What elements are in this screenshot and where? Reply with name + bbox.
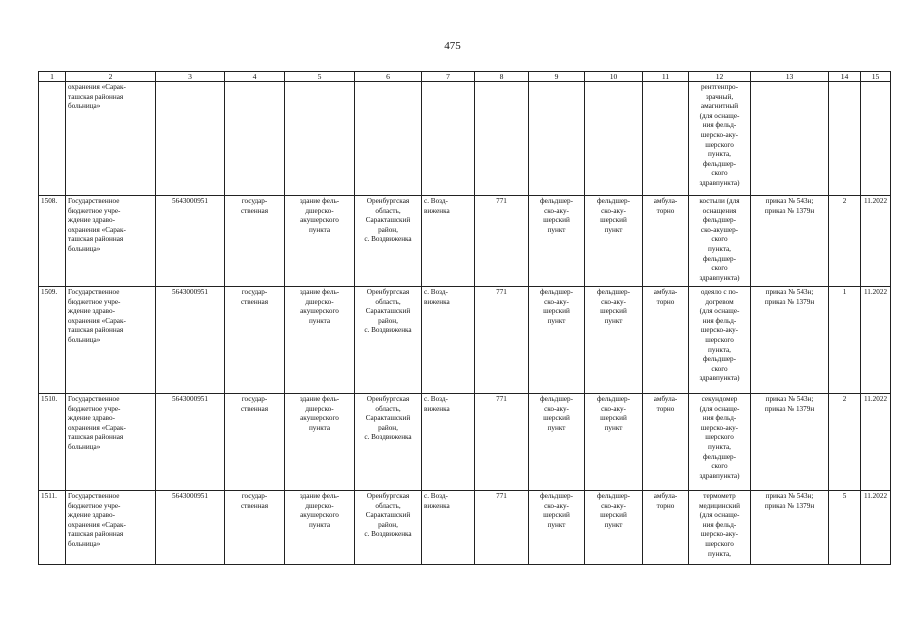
cell-order bbox=[751, 82, 829, 196]
cell-building bbox=[285, 82, 355, 196]
cell-building: здание фель- дшерско- акушерского пункта bbox=[285, 491, 355, 565]
cell-equipment: термометр медицинский (для оснаще- ния фельд- шерско-аку- шерского пункта, bbox=[689, 491, 751, 565]
cell-unit: фельдшер- ско-аку- шерский пункт bbox=[529, 196, 585, 287]
col-header: 10 bbox=[585, 72, 643, 82]
rows-body bbox=[39, 196, 891, 565]
cell-unit2: фельдшер- ско-аку- шерский пункт bbox=[585, 394, 643, 491]
col-header: 12 bbox=[689, 72, 751, 82]
col-header: 1 bbox=[39, 72, 66, 82]
col-header: 5 bbox=[285, 72, 355, 82]
cell-equipment: одеяло с по- догревом (для оснаще- ния фельд- шерско-аку- шерского пункта, фельдшер- ского здравпункта) bbox=[689, 287, 751, 394]
cell-unit2: фельдшер- ско-аку- шерский пункт bbox=[585, 287, 643, 394]
table-row bbox=[39, 196, 891, 287]
cell-ownership: государ- ственная bbox=[225, 394, 285, 491]
page-number: 475 bbox=[444, 40, 461, 52]
cell-care: амбула- торно bbox=[643, 491, 689, 565]
col-header: 2 bbox=[66, 72, 156, 82]
cell-organization: Государственное бюджетное учре- ждение здраво- охранения «Сарак- ташская районная больница» bbox=[66, 394, 156, 491]
cell-code bbox=[475, 82, 529, 196]
cell-unit2: фельдшер- ско-аку- шерский пункт bbox=[585, 491, 643, 565]
cell-building: здание фель- дшерско- акушерского пункта bbox=[285, 287, 355, 394]
cell-code: 771 bbox=[475, 287, 529, 394]
table-row bbox=[39, 491, 891, 565]
cell-date: 11.2022 bbox=[861, 196, 891, 287]
cell-num: 1510. bbox=[39, 394, 66, 491]
col-header: 6 bbox=[355, 72, 422, 82]
cell-date: 11.2022 bbox=[861, 287, 891, 394]
cell-num: 1508. bbox=[39, 196, 66, 287]
cell-settlement: с. Возд- виженка bbox=[422, 394, 475, 491]
col-header: 11 bbox=[643, 72, 689, 82]
cell-address bbox=[355, 82, 422, 196]
cell-address: Оренбургская область, Саракташский район, с. Воздвиженка bbox=[355, 394, 422, 491]
cell-equipment: секундомер (для оснаще- ния фельд- шерско-аку- шерского пункта, фельдшер- ского здравпункта) bbox=[689, 394, 751, 491]
cell-qty: 2 bbox=[829, 394, 861, 491]
cell-ownership bbox=[225, 82, 285, 196]
continuation-row bbox=[39, 82, 891, 196]
col-header: 14 bbox=[829, 72, 861, 82]
cell-unit: фельдшер- ско-аку- шерский пункт bbox=[529, 394, 585, 491]
cell-inn: 5643000951 bbox=[156, 196, 225, 287]
cell-address: Оренбургская область, Саракташский район, с. Воздвиженка bbox=[355, 196, 422, 287]
cell-address: Оренбургская область, Саракташский район, с. Воздвиженка bbox=[355, 491, 422, 565]
cell-building: здание фель- дшерско- акушерского пункта bbox=[285, 394, 355, 491]
cell-ownership: государ- ственная bbox=[225, 491, 285, 565]
cell-unit: фельдшер- ско-аку- шерский пункт bbox=[529, 287, 585, 394]
cell-settlement: с. Возд- виженка bbox=[422, 196, 475, 287]
cell-order: приказ № 543н; приказ № 1379н bbox=[751, 394, 829, 491]
cell-num bbox=[39, 82, 66, 196]
cell-ownership: государ- ственная bbox=[225, 196, 285, 287]
cell-code: 771 bbox=[475, 196, 529, 287]
cell-date: 11.2022 bbox=[861, 491, 891, 565]
cell-unit2 bbox=[585, 82, 643, 196]
col-header: 13 bbox=[751, 72, 829, 82]
cell-settlement: с. Возд- виженка bbox=[422, 491, 475, 565]
cell-care: амбула- торно bbox=[643, 287, 689, 394]
table-row bbox=[39, 394, 891, 491]
cell-date: 11.2022 bbox=[861, 394, 891, 491]
col-header: 8 bbox=[475, 72, 529, 82]
cell-unit bbox=[529, 82, 585, 196]
cell-order: приказ № 543н; приказ № 1379н bbox=[751, 287, 829, 394]
cell-unit: фельдшер- ско-аку- шерский пункт bbox=[529, 491, 585, 565]
cell-ownership: государ- ственная bbox=[225, 287, 285, 394]
cell-building: здание фель- дшерско- акушерского пункта bbox=[285, 196, 355, 287]
cell-equipment: костыли (для оснащения фельдшер- ско-акушер- ского пункта, фельдшер- ского здравпункта) bbox=[689, 196, 751, 287]
header-row bbox=[39, 72, 891, 82]
table-row bbox=[39, 287, 891, 394]
cell-qty: 1 bbox=[829, 287, 861, 394]
cell-organization: Государственное бюджетное учре- ждение здраво- охранения «Сарак- ташская районная больница» bbox=[66, 491, 156, 565]
cell-inn: 5643000951 bbox=[156, 394, 225, 491]
cell-qty bbox=[829, 82, 861, 196]
cell-unit2: фельдшер- ско-аку- шерский пункт bbox=[585, 196, 643, 287]
col-header: 3 bbox=[156, 72, 225, 82]
cell-organization: Государственное бюджетное учре- ждение здраво- охранения «Сарак- ташская районная больница» bbox=[66, 196, 156, 287]
cell-address: Оренбургская область, Саракташский район, с. Воздвиженка bbox=[355, 287, 422, 394]
cell-num: 1511. bbox=[39, 491, 66, 565]
cell-code: 771 bbox=[475, 491, 529, 565]
cell-qty: 5 bbox=[829, 491, 861, 565]
register-table bbox=[38, 71, 891, 565]
cell-organization: Государственное бюджетное учре- ждение здраво- охранения «Сарак- ташская районная больница» bbox=[66, 287, 156, 394]
col-header: 9 bbox=[529, 72, 585, 82]
cell-num: 1509. bbox=[39, 287, 66, 394]
cell-settlement bbox=[422, 82, 475, 196]
cell-code: 771 bbox=[475, 394, 529, 491]
cell-inn: 5643000951 bbox=[156, 491, 225, 565]
col-header: 4 bbox=[225, 72, 285, 82]
cell-inn: 5643000951 bbox=[156, 287, 225, 394]
cell-inn bbox=[156, 82, 225, 196]
cell-organization: охранения «Сарак- ташская районная больница» bbox=[66, 82, 156, 196]
cell-equipment: рентгенпро- зрачный, амагнитный (для оснаще- ния фельд- шерско-аку- шерского пункта, фельдшер- ского здравпункта) bbox=[689, 82, 751, 196]
cell-care: амбула- торно bbox=[643, 196, 689, 287]
cell-order: приказ № 543н; приказ № 1379н bbox=[751, 196, 829, 287]
col-header: 15 bbox=[861, 72, 891, 82]
cell-order: приказ № 543н; приказ № 1379н bbox=[751, 491, 829, 565]
col-header: 7 bbox=[422, 72, 475, 82]
cell-care: амбула- торно bbox=[643, 394, 689, 491]
cell-settlement: с. Возд- виженка bbox=[422, 287, 475, 394]
cell-care bbox=[643, 82, 689, 196]
cell-date bbox=[861, 82, 891, 196]
cell-qty: 2 bbox=[829, 196, 861, 287]
